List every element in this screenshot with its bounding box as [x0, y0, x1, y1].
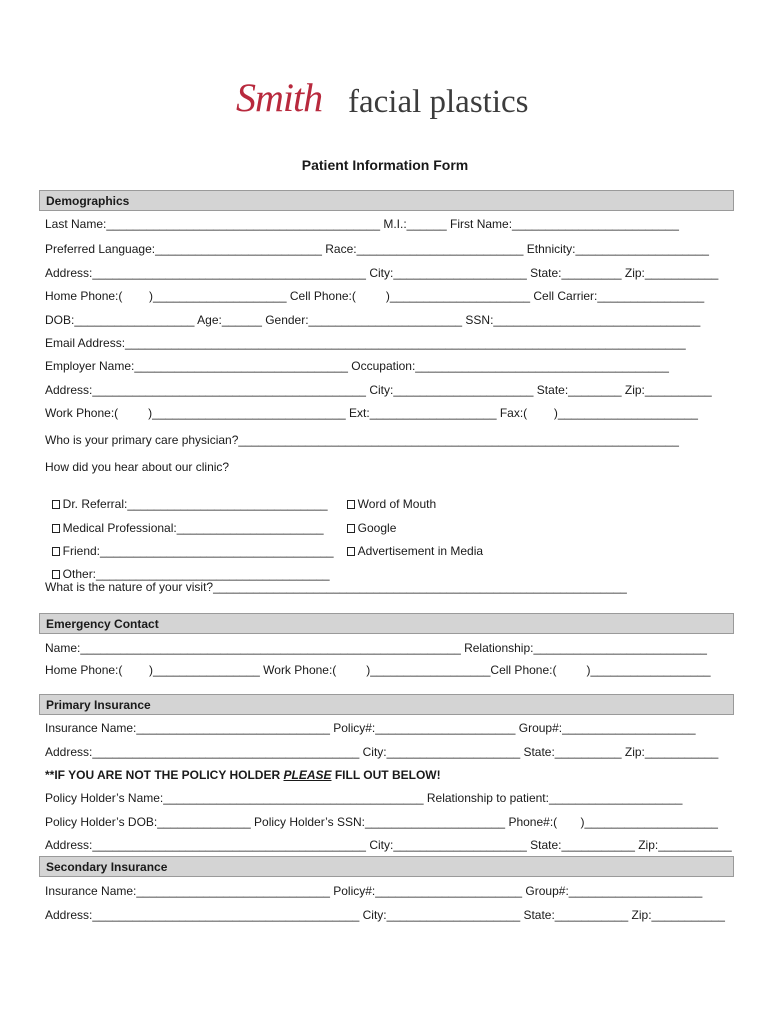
page-title: Patient Information Form [301, 157, 469, 173]
field-row-secondary-address[interactable]: Address:________________________________________ City:____________________ State:___________ Zip:___________ [45, 908, 725, 922]
option-label: Advertisement in Media [357, 544, 484, 558]
field-row-primary-address[interactable]: Address:________________________________________ City:____________________ State:__________ Zip:___________ [45, 745, 719, 759]
option-label: Word of Mouth [357, 497, 437, 511]
field-row-primary-insurance[interactable]: Insurance Name:_____________________________ Policy#:_____________________ Group#:____________________ [45, 721, 696, 735]
field-row-holder-dob[interactable]: Policy Holder’s DOB:______________ Policy Holder’s SSN:_____________________ Phone#:( )____________________ [45, 815, 718, 829]
field-row-dob[interactable]: DOB:__________________ Age:______ Gender:_______________________ SSN:_______________________________ [45, 313, 701, 327]
field-row-phones[interactable]: Home Phone:( )____________________ Cell Phone:( )_____________________ Cell Carrier:________________ [45, 289, 705, 303]
clinic-logo [236, 74, 536, 130]
field-row-work-phone[interactable]: Work Phone:( )_____________________________ Ext:___________________ Fax:( )_____________________ [45, 406, 698, 420]
section-header-label: Emergency Contact [46, 617, 159, 631]
checkbox[interactable] [52, 570, 60, 579]
logo-script-text: Smith [236, 75, 323, 120]
field-row-holder-name[interactable]: Policy Holder’s Name:_______________________________________ Relationship to patient:____________________ [45, 791, 683, 805]
option-label: Other:___________________________________ [62, 567, 330, 581]
field-row-names[interactable]: Last Name:_________________________________________ M.I.:______ First Name:_________________________ [45, 217, 679, 231]
section-header-label: Demographics [46, 194, 130, 208]
field-row-employer[interactable]: Employer Name:________________________________ Occupation:______________________________________ [45, 359, 669, 373]
field-row-employer-address[interactable]: Address:_________________________________________ City:_____________________ State:________ Zip:__________ [45, 383, 712, 397]
field-row-email[interactable]: Email Address:____________________________________________________________________________________ [45, 336, 686, 350]
field-row-physician[interactable]: Who is your primary care physician?__________________________________________________________________ [45, 433, 679, 447]
referral-question: How did you hear about our clinic? [45, 460, 230, 474]
field-row-secondary-insurance[interactable]: Insurance Name:_____________________________ Policy#:______________________ Group#:____________________ [45, 884, 703, 898]
field-row-emergency-name[interactable]: Name:_________________________________________________________ Relationship:__________________________ [45, 641, 707, 655]
option-label: Google [357, 521, 397, 535]
policy-holder-warning: **IF YOU ARE NOT THE POLICY HOLDER PLEASE FILL OUT BELOW! [45, 768, 441, 782]
field-row-address[interactable]: Address:_________________________________________ City:____________________ State:_________ Zip:___________ [45, 266, 719, 280]
checkbox[interactable] [347, 547, 355, 556]
logo-text: facial plastics [348, 84, 529, 120]
option-label: Friend:___________________________________ [62, 544, 334, 558]
section-header-emergency [39, 613, 734, 634]
field-row-language-race[interactable]: Preferred Language:_________________________ Race:_________________________ Ethnicity:____________________ [45, 242, 709, 256]
option-label: Medical Professional:______________________ [62, 521, 324, 535]
field-row-emergency-phones[interactable]: Home Phone:( )________________ Work Phone:( )__________________Cell Phone:( )__________________ [45, 663, 711, 677]
referral-option-advertisement[interactable] [340, 530, 483, 558]
option-label: Dr. Referral:______________________________ [62, 497, 328, 511]
section-header-label: Secondary Insurance [46, 860, 168, 874]
field-row-visit-nature[interactable]: What is the nature of your visit?______________________________________________________________ [45, 580, 627, 594]
section-header-secondary-insurance [39, 856, 734, 877]
referral-option-other[interactable] [45, 553, 330, 581]
section-header-demographics [39, 190, 734, 211]
field-row-holder-address[interactable]: Address:_________________________________________ City:____________________ State:___________ Zip:___________ [45, 838, 732, 852]
section-header-label: Primary Insurance [46, 698, 151, 712]
section-header-primary-insurance [39, 694, 734, 715]
